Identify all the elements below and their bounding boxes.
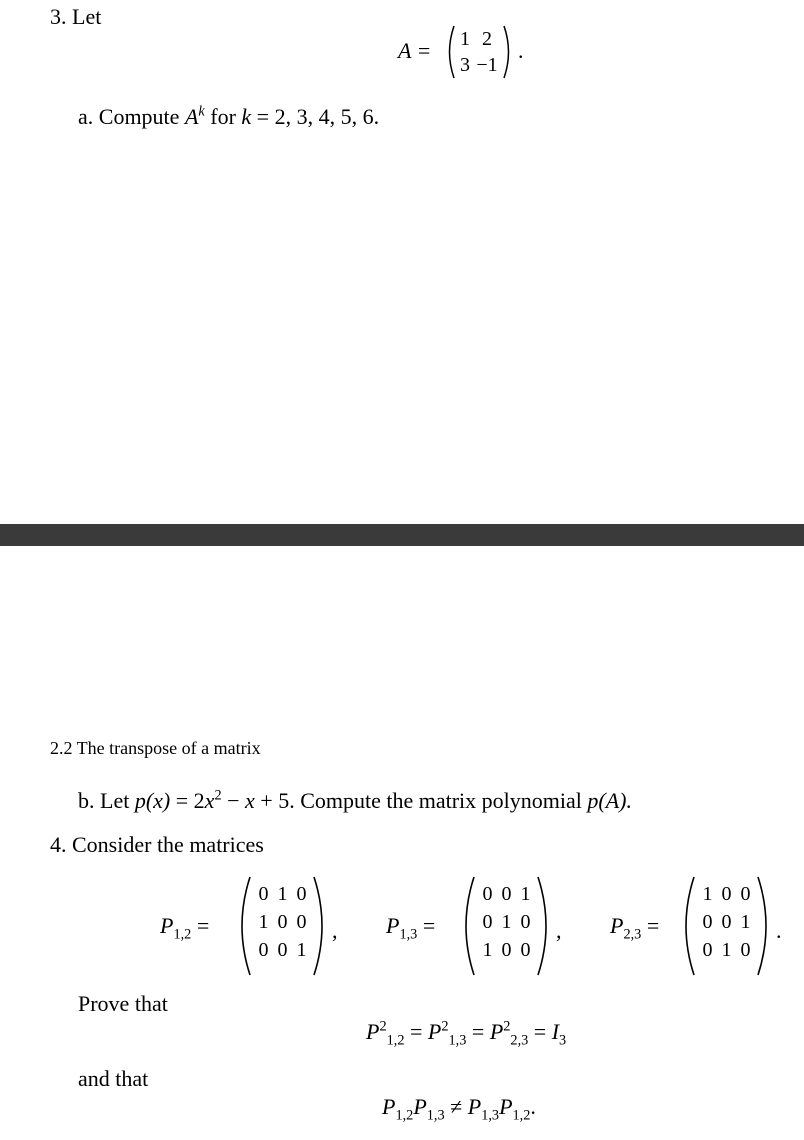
part-b-square: 2 — [214, 787, 222, 804]
identity-sup3: 2 — [503, 1018, 511, 1035]
matrix-P12-cell: 0 — [296, 883, 307, 905]
part-b-x2: x — [245, 788, 255, 813]
identity-sub3: 2,3 — [510, 1032, 529, 1049]
and-label: and that — [78, 1066, 149, 1091]
matrix-P12-eq: = — [196, 913, 210, 938]
matrix-P23-cell: 0 — [702, 939, 713, 961]
problem-4-heading: 4. Consider the matrices — [50, 832, 264, 857]
part-b-p: p — [134, 788, 146, 813]
right-paren-icon — [536, 874, 556, 978]
right-paren-icon — [756, 874, 776, 978]
matrix-P23-cell: 1 — [702, 883, 713, 905]
matrix-P13-sep: , — [556, 918, 562, 943]
nc-sub-b: 1,3 — [426, 1107, 445, 1124]
matrix-P12-cell: 0 — [296, 911, 307, 933]
matrix-P13-eq: = — [422, 913, 436, 938]
matrix-P13-cell: 1 — [501, 911, 512, 933]
nc-sub-d: 1,2 — [512, 1107, 531, 1124]
prove-label: Prove that — [78, 991, 168, 1016]
left-paren-icon — [456, 874, 476, 978]
matrix-P12-cell: 1 — [296, 939, 307, 961]
part-a-values: = 2, 3, 4, 5, 6. — [256, 104, 380, 129]
part-b-pA: p — [587, 788, 599, 813]
nc-sub-a: 1,2 — [395, 1107, 414, 1124]
matrix-A-equation — [398, 24, 568, 84]
part-a-label: a. Compute — [78, 104, 180, 129]
matrix-A-cell: 2 — [482, 28, 492, 50]
identity-I: I — [551, 1019, 560, 1044]
part-b-plus: + 5. Compute the matrix polynomial — [254, 788, 582, 813]
matrix-A-cell: 1 — [460, 28, 470, 50]
matrix-P13-sub: 1,3 — [399, 926, 418, 943]
identity-eq3: = — [528, 1019, 552, 1044]
matrix-A-cell: 3 — [460, 54, 470, 76]
matrix-P13-cell: 0 — [501, 939, 512, 961]
matrix-A-cell: −1 — [476, 54, 498, 76]
nc-sub-c: 1,3 — [481, 1107, 500, 1124]
part-b-text — [78, 788, 632, 814]
matrix-P23 — [676, 874, 778, 978]
matrix-P13-cell: 0 — [520, 939, 531, 961]
matrix-P12-lhs — [160, 913, 210, 943]
identity-sub2: 1,3 — [448, 1032, 467, 1049]
matrix-P13-cell: 0 — [482, 911, 493, 933]
matrix-P13-cell: 0 — [482, 883, 493, 905]
matrix-A-period: . — [518, 38, 524, 63]
part-a-for: for — [210, 104, 236, 129]
identity-eq1: = — [404, 1019, 428, 1044]
part-b-x-arg: (x) — [145, 788, 171, 813]
matrix-P23-cell: 0 — [702, 911, 713, 933]
part-b-minus: − — [221, 788, 246, 813]
matrix-P12-cell: 0 — [277, 939, 288, 961]
nc-end: . — [530, 1094, 536, 1119]
part-b-x: x — [204, 788, 215, 813]
part-a-A: A — [184, 104, 199, 129]
matrix-P13-name: P — [386, 913, 400, 938]
right-paren-icon — [312, 874, 332, 978]
right-paren-icon — [502, 24, 514, 80]
identity-sup2: 2 — [441, 1018, 449, 1035]
matrix-P13-lhs — [386, 913, 436, 943]
left-paren-icon — [232, 874, 252, 978]
problem-3-heading: 3. Let — [50, 4, 102, 29]
identity-P2: P — [427, 1019, 442, 1044]
left-paren-icon — [676, 874, 696, 978]
matrix-P23-cell: 0 — [721, 911, 732, 933]
matrix-P23-cell: 0 — [740, 883, 751, 905]
matrix-P23-eq: = — [646, 913, 660, 938]
section-heading: 2.2 The transpose of a matrix — [50, 738, 261, 758]
matrix-P23-lhs — [610, 913, 660, 943]
matrix-P13 — [456, 874, 558, 978]
part-a-exponent: k — [198, 103, 205, 120]
matrix-P12-cell: 0 — [277, 911, 288, 933]
part-b-A-arg: (A). — [598, 788, 632, 813]
matrix-P12-cell: 0 — [258, 939, 269, 961]
matrix-A-lhs: A = — [398, 38, 432, 63]
matrix-P12-name: P — [160, 913, 174, 938]
identity-equation — [366, 1018, 567, 1049]
matrix-P12-sub: 1,2 — [173, 926, 192, 943]
part-a-k: k — [241, 104, 252, 129]
identity-P3: P — [489, 1019, 504, 1044]
matrix-P23-cell: 1 — [721, 939, 732, 961]
identity-P1: P — [366, 1019, 380, 1044]
matrix-P12-cell: 1 — [258, 911, 269, 933]
identity-sup1: 2 — [379, 1018, 387, 1035]
matrix-P23-cell: 1 — [740, 911, 751, 933]
matrix-P13-cell: 1 — [482, 939, 493, 961]
matrix-P23-sub: 2,3 — [623, 926, 642, 943]
matrix-P23-name: P — [610, 913, 624, 938]
matrix-P13-cell: 0 — [520, 911, 531, 933]
nc-neq: ≠ — [444, 1094, 468, 1119]
matrix-P12 — [232, 874, 334, 978]
matrix-P12-cell: 1 — [277, 883, 288, 905]
matrix-P13-cell: 0 — [501, 883, 512, 905]
matrix-P23-sep: . — [776, 918, 782, 943]
nc-P-b: P — [413, 1094, 427, 1119]
noncommute-equation — [382, 1094, 536, 1124]
matrix-P23-cell: 0 — [740, 939, 751, 961]
identity-I-sub: 3 — [559, 1032, 567, 1049]
matrix-A-entries — [454, 26, 498, 78]
matrix-P13-cell: 1 — [520, 883, 531, 905]
matrix-P23-cell: 0 — [721, 883, 732, 905]
page-separator — [0, 524, 804, 546]
nc-P-a: P — [382, 1094, 396, 1119]
nc-P-d: P — [499, 1094, 513, 1119]
identity-eq2: = — [466, 1019, 490, 1044]
matrix-P12-cell: 0 — [258, 883, 269, 905]
identity-sub1: 1,2 — [386, 1032, 405, 1049]
matrix-P12-sep: , — [332, 918, 338, 943]
part-a-text — [78, 104, 379, 130]
part-b-label: b. Let — [78, 788, 130, 813]
part-b-eq: = 2 — [170, 788, 205, 813]
nc-P-c: P — [467, 1094, 482, 1119]
